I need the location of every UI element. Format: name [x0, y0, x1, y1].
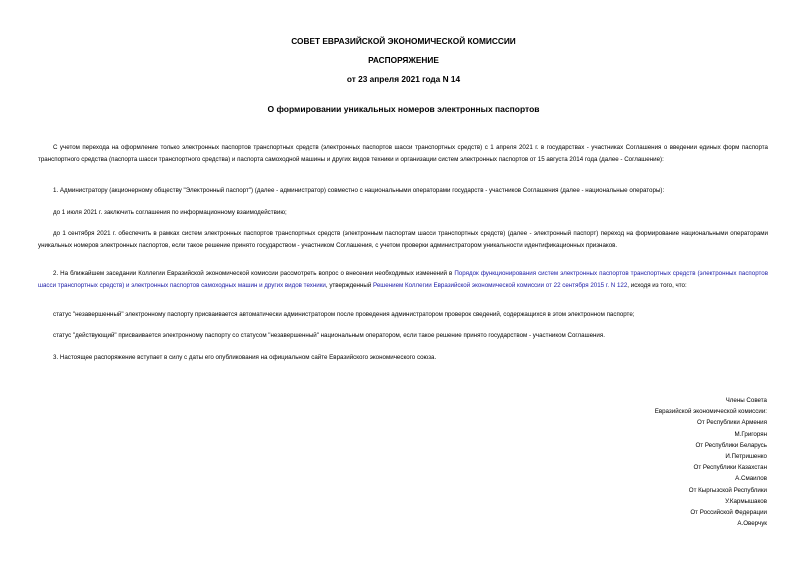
- paragraph-item-1-a: [38, 207, 768, 219]
- paragraph-item-2-a: [38, 309, 768, 321]
- organization-title: СОВЕТ ЕВРАЗИЙСКОЙ ЭКОНОМИЧЕСКОЙ КОМИССИИ: [291, 36, 516, 46]
- paragraph-item-1: [38, 185, 768, 197]
- paragraph-text: статус "незавершенный" электронному паспорту присваивается автоматически администратором после проведения администратором проверок сведений, содержащихся в этом электронном паспорте;: [53, 311, 635, 318]
- signature-line: А.Смаилов: [735, 475, 767, 483]
- paragraph-text: [38, 268, 768, 291]
- signature-line: От Республики Армения: [697, 419, 767, 427]
- link-procedure[interactable]: Порядок функционирования систем электронных паспортов транспортных средств (электронных паспортов шасси транспортных средств) и электронных паспортов самоходных машин и других видов техники: [38, 270, 768, 289]
- signature-line: От Республики Казахстан: [693, 464, 767, 472]
- link-decision[interactable]: Решением Коллегии Евразийской экономической комиссии от 22 сентября 2015 г. N 122: [373, 281, 628, 289]
- signature-line: Члены Совета: [725, 397, 767, 404]
- signature-block: [655, 395, 767, 529]
- paragraph-item-2: [38, 268, 768, 291]
- signature-line: М.Григорян: [734, 430, 767, 438]
- signature-line: Евразийской экономической комиссии:: [654, 408, 767, 416]
- signature-line: От Кыргызской Республики: [688, 486, 767, 494]
- paragraph-text-part: , утвержденный: [325, 281, 374, 289]
- document-date-number: от 23 апреля 2021 года N 14: [346, 74, 461, 84]
- paragraph-text: статус "действующий" присваивается электронному паспорту со статусом "незавершенный" национальным оператором, если такое решение принято государством - участником Соглашения.: [53, 332, 605, 339]
- paragraph-text: до 1 июля 2021 г. заключить соглашения по информационному взаимодействию;: [53, 209, 287, 216]
- paragraph-text-part: , исходя из того, что:: [627, 281, 687, 289]
- paragraph-text: 1. Администратору (акционерному обществу "Электронный паспорт") (далее - администратор) совместно с национальными операторами государств - участников Соглашения (далее - национальные операторы):: [53, 187, 665, 194]
- signature-line: От Российской Федерации: [690, 509, 767, 517]
- paragraph-text: С учетом перехода на оформление только электронных паспортов транспортных средств (электронных паспортов шасси транспортных средств) с 1 апреля 2021 г. в государствах - участниках Соглашения о введении единых форм паспорта транспортного средства (паспорта шасси транспортного средства) и паспорта самоходной машины и других видов техники и организации систем электронных паспортов от 15 августа 2014 года (далее - Соглашение):: [38, 144, 768, 163]
- paragraph-item-1-b: [38, 228, 768, 251]
- signature-line: А.Оверчук: [737, 520, 767, 528]
- paragraph-preamble: [38, 142, 768, 165]
- signature-line: У.Кармышаков: [725, 497, 767, 505]
- document-subject: О формировании уникальных номеров электронных паспортов: [267, 104, 540, 114]
- paragraph-text-part: 2. На ближайшем заседании Коллегии Евразийской экономической комиссии рассмотреть вопрос о внесении необходимых изменений в: [53, 270, 455, 277]
- paragraph-text: 3. Настоящее распоряжение вступает в силу с даты его опубликования на официальном сайте Евразийского экономического союза.: [53, 354, 437, 361]
- paragraph-item-3: [38, 352, 768, 364]
- signature-line: От Республики Беларусь: [695, 441, 767, 449]
- document-type: РАСПОРЯЖЕНИЕ: [368, 55, 439, 65]
- signature-line: И.Петришенко: [725, 453, 767, 461]
- paragraph-item-2-b: [38, 330, 768, 342]
- paragraph-text: до 1 сентября 2021 г. обеспечить в рамках систем электронных паспортов транспортных средств (электронным паспортам шасси транспортных средств) (далее - электронный паспорт) переход на формирование национальными операторами уникальных номеров электронных паспортов, если такое решение принято государством - участником Соглашения, с учетом проверки администратором уникальности идентификационных признаков.: [38, 230, 768, 249]
